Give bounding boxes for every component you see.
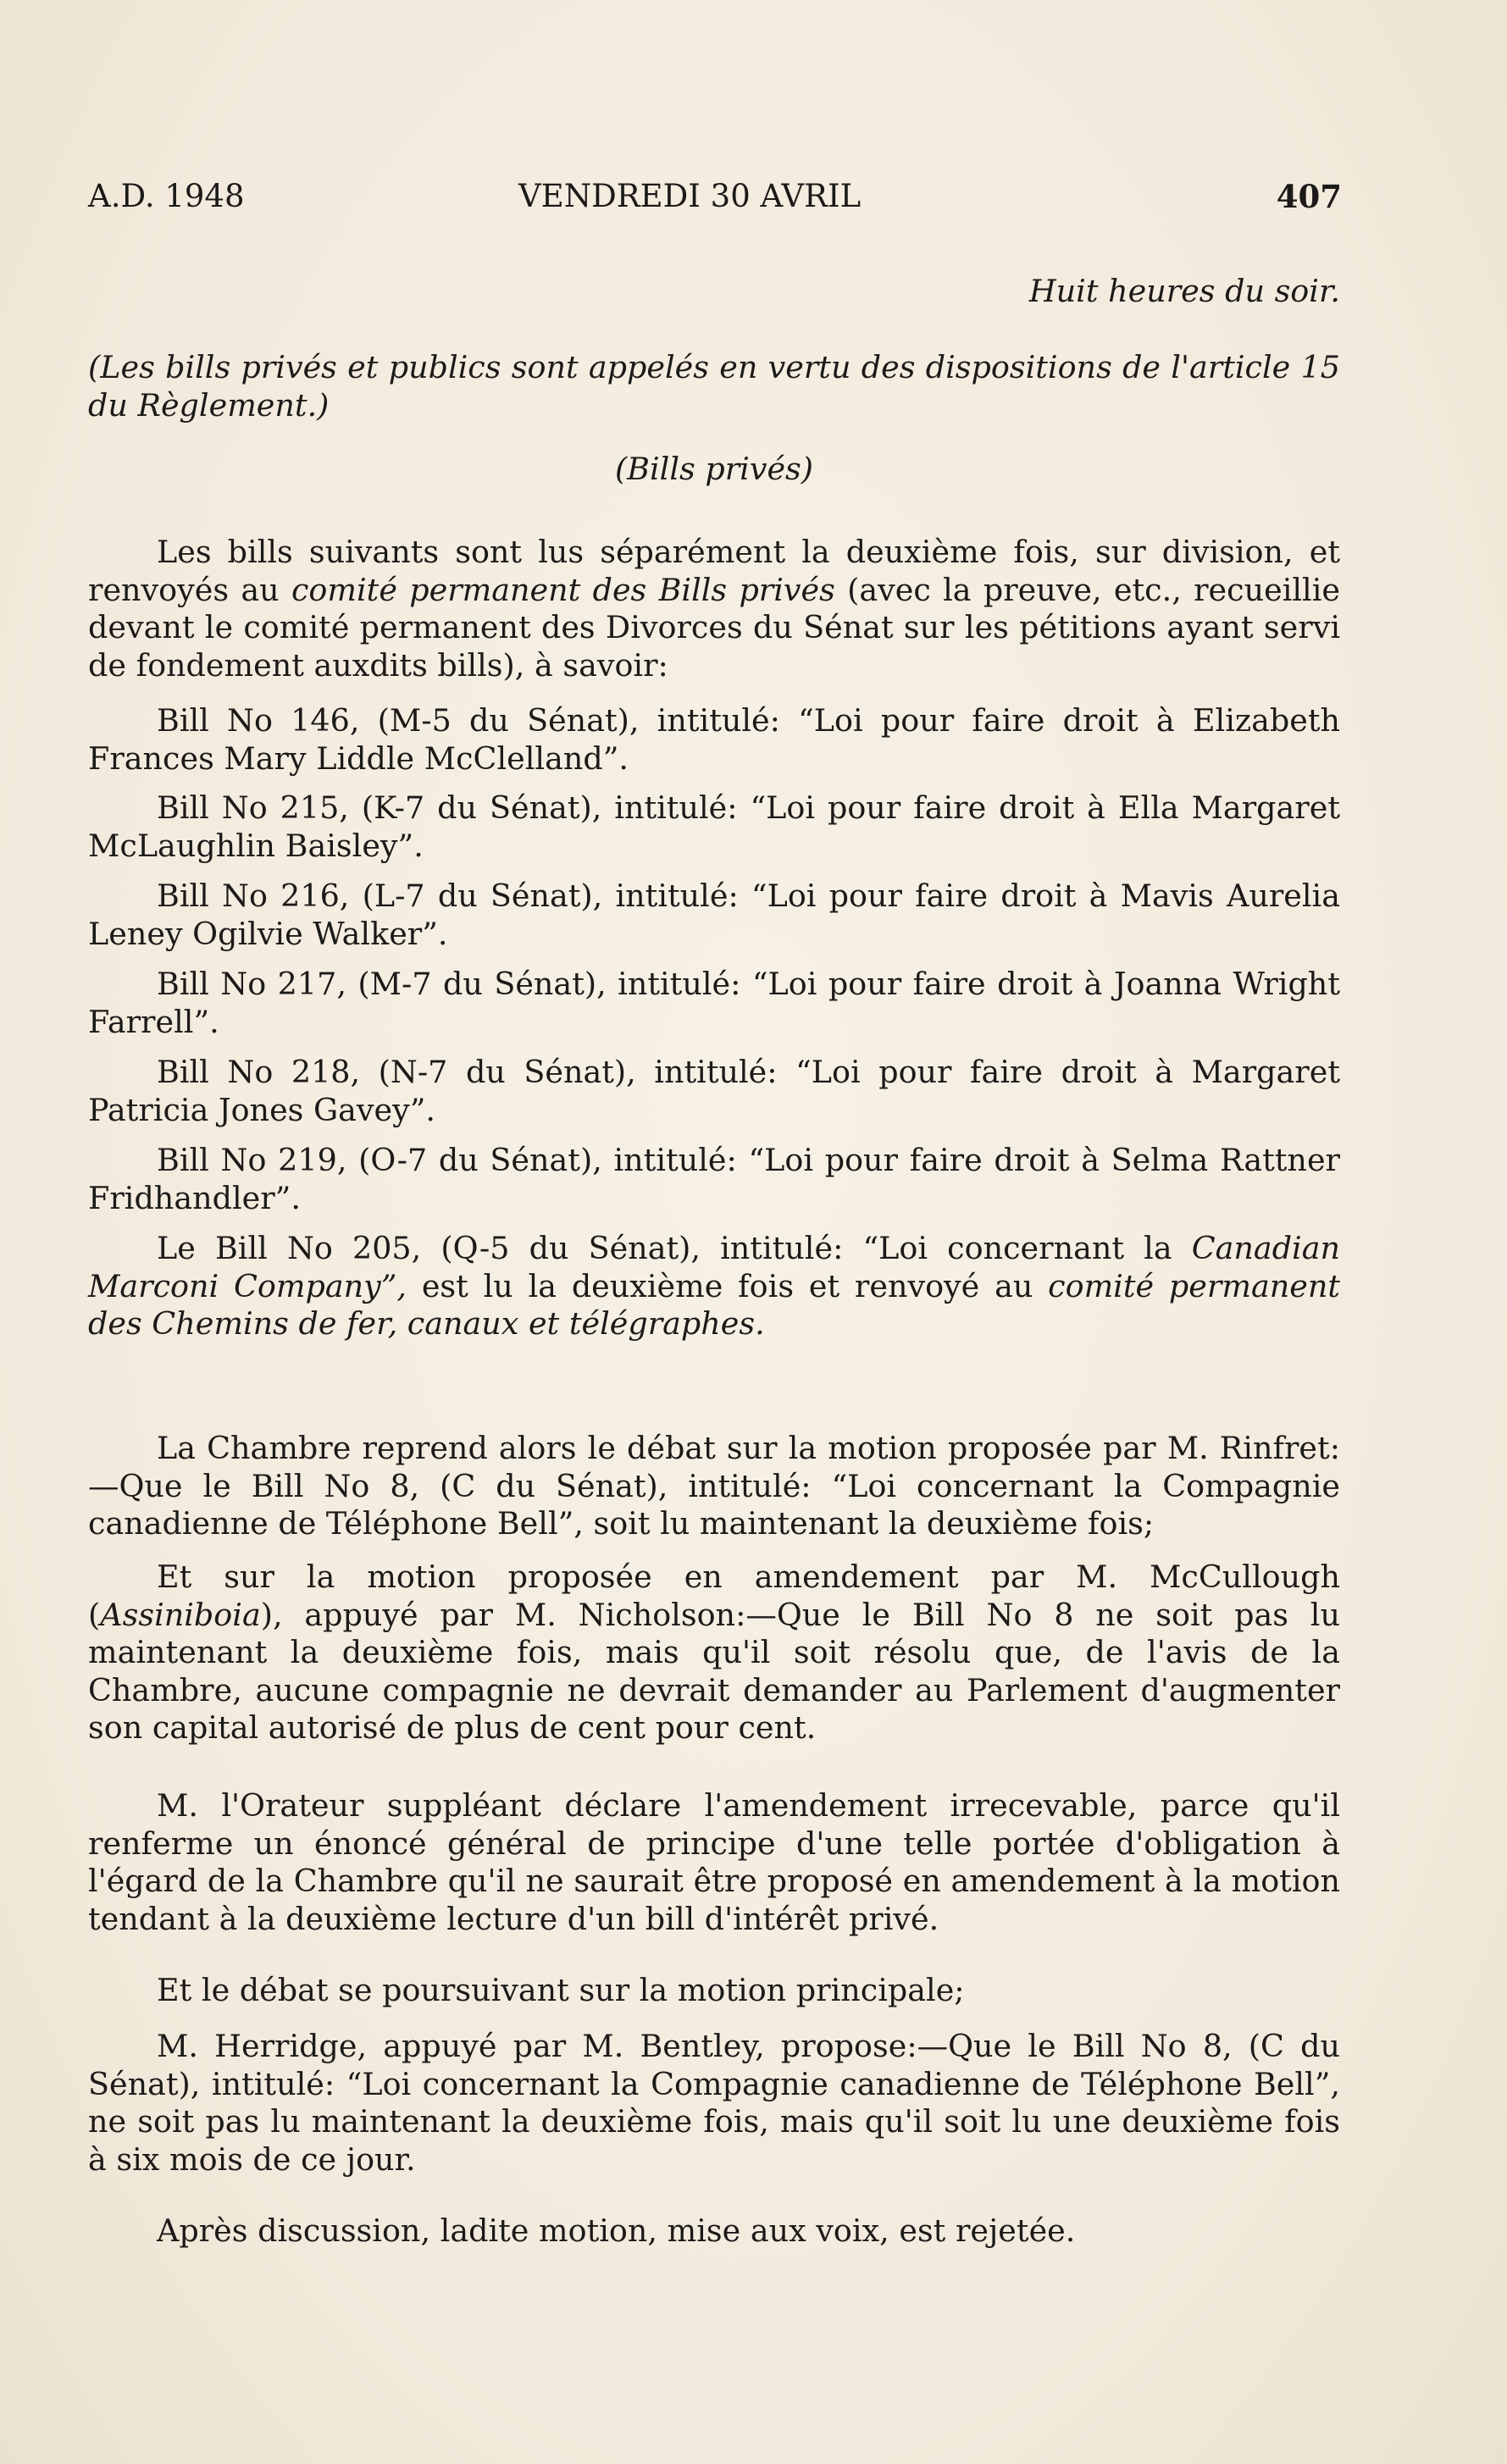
marconi-paragraph [88, 1230, 1340, 1343]
intro-text-1: Les bills suivants sont lus séparément la deuxième fois, sur division, et renvoyés au [88, 534, 1340, 608]
bill-item: Bill No 216, (L-7 du Sénat), intitulé: “Loi pour faire droit à Mavis Aurelia Leney Ogilvie Walker”. [88, 878, 1340, 952]
header-year: A.D. 1948 [88, 178, 245, 214]
intro-committee: comité permanent des Bills privés [291, 571, 835, 608]
marconi-company: Canadian Marconi Company”, [88, 1230, 1340, 1304]
result-paragraph: Après discussion, ladite motion, mise aux voix, est rejetée. [157, 2212, 1076, 2249]
ruling-paragraph: M. l'Orateur suppléant déclare l'amendement irrecevable, parce qu'il renferme un énoncé général de principe d'une telle portée d'obligation à l'égard de la Chambre qu'il ne saurait être proposé en amendement à la motion tendant à la deuxième lecture d'un bill d'intérêt privé. [88, 1787, 1340, 1937]
rules-note: (Les bills privés et publics sont appelés en vertu des dispositions de l'article 15 du Règlement.) [88, 349, 1340, 424]
marconi-text-2: est lu la deuxième fois et renvoyé au [407, 1267, 1049, 1304]
marconi-text-1: Le Bill No 205, (Q-5 du Sénat), intitulé: “Loi concernant la [157, 1230, 1192, 1266]
header-date: VENDREDI 30 AVRIL [518, 178, 862, 214]
bill-item: Bill No 217, (M-7 du Sénat), intitulé: “Loi pour faire droit à Joanna Wright Farrell”. [88, 966, 1340, 1040]
page-header [88, 178, 1342, 220]
section-heading-text: (Bills privés) [614, 451, 814, 487]
bill-item: Bill No 146, (M-5 du Sénat), intitulé: “Loi pour faire droit à Elizabeth Frances Mary Liddle McClelland”. [88, 702, 1340, 777]
amendment-paragraph [88, 1559, 1340, 1747]
section-heading [88, 451, 1340, 489]
bill-item: Bill No 219, (O-7 du Sénat), intitulé: “Loi pour faire droit à Selma Rattner Fridhandler”. [88, 1142, 1340, 1216]
marconi-committee: comité permanent des Chemins de fer, canaux et télégraphes. [88, 1267, 1340, 1342]
debate-paragraph: La Chambre reprend alors le débat sur la motion proposée par M. Rinfret:—Que le Bill No 8, (C du Sénat), intitulé: “Loi concernant la Compagnie canadienne de Téléphone Bell”, soit lu maintenant la deuxième fois; [88, 1430, 1340, 1542]
bill-item: Bill No 218, (N-7 du Sénat), intitulé: “Loi pour faire droit à Margaret Patricia Jones Gavey”. [88, 1054, 1340, 1128]
amendment-riding: Assiniboia [100, 1596, 261, 1633]
continuation-paragraph: Et le débat se poursuivant sur la motion principale; [157, 1972, 965, 2008]
bill-item: Bill No 215, (K-7 du Sénat), intitulé: “Loi pour faire droit à Ella Margaret McLaughlin Baisley”. [88, 789, 1340, 864]
amendment-text-1: Et sur la motion proposée en amendement par M. McCullough ( [88, 1559, 1340, 1633]
herridge-paragraph: M. Herridge, appuyé par M. Bentley, propose:—Que le Bill No 8, (C du Sénat), intitulé: “Loi concernant la Compagnie canadienne de Téléphone Bell”, ne soit pas lu maintenant la deuxième fois, mais qu'il soit lu une deuxième fois à six mois de ce jour. [88, 2028, 1340, 2178]
intro-text-2: (avec la preuve, etc., recueillie devant le comité permanent des Divorces du Sénat sur les pétitions ayant servi de fondement auxdits bills), à savoir: [88, 571, 1340, 684]
sitting-time: Huit heures du soir. [1028, 273, 1340, 309]
intro-paragraph [88, 534, 1340, 684]
page-number: 407 [1276, 178, 1342, 215]
amendment-text-2: ), appuyé par M. Nicholson:—Que le Bill No 8 ne soit pas lu maintenant la deuxième fois, mais qu'il soit résolu que, de l'avis de la Chambre, aucune compagnie ne devrait demander au Parlement d'augmenter son capital autorisé de plus de cent pour cent. [88, 1596, 1340, 1746]
